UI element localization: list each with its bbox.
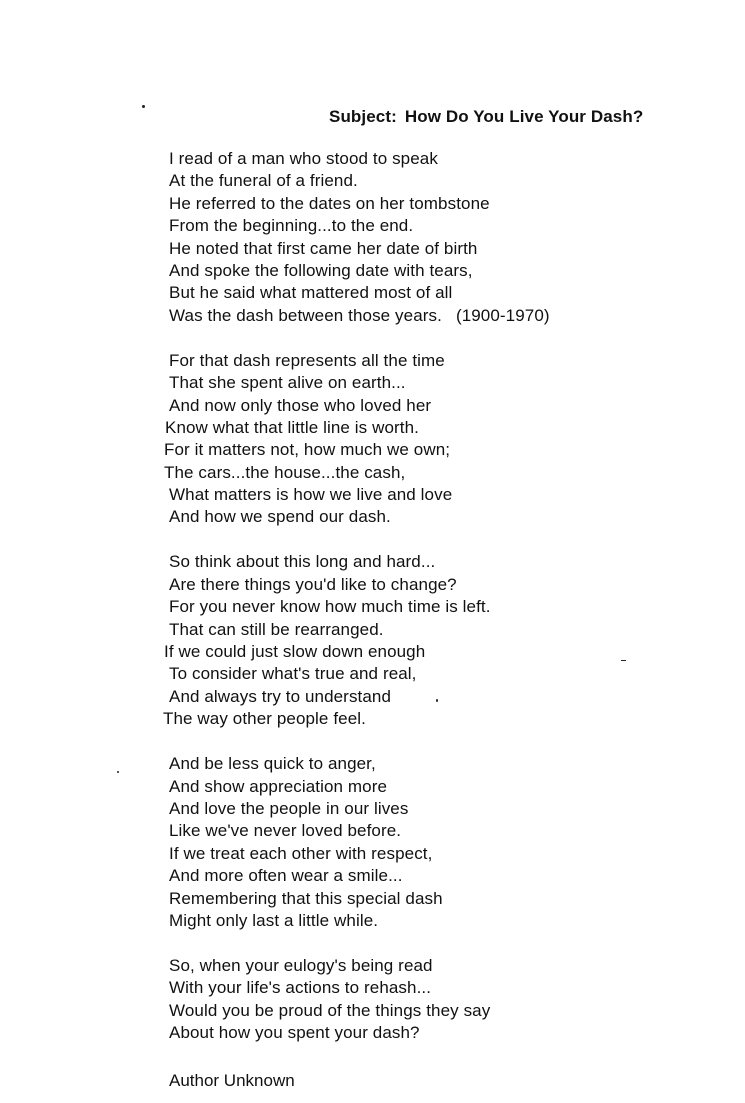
poem-line: I read of a man who stood to speak [169, 149, 438, 168]
poem-line: And show appreciation more [169, 776, 388, 796]
poem-line: So think about this long and hard... [169, 552, 436, 572]
poem-line: The way other people feel. [163, 709, 366, 729]
scan-speck [117, 771, 119, 773]
poem-line: And always try to understand [169, 686, 392, 706]
stanza-4 [169, 753, 729, 932]
poem-line: That can still be rearranged. [169, 619, 384, 639]
poem-line: At the funeral of a friend. [169, 171, 358, 191]
poem-line: The cars...the house...the cash, [164, 462, 406, 482]
poem-line: If we treat each other with respect, [169, 843, 433, 863]
poem-line: He noted that first came her date of birth [169, 238, 478, 258]
poem-line: And more often wear a smile... [169, 866, 403, 886]
poem-line-text: Was the dash between those years. [169, 305, 442, 325]
stanza-3 [163, 551, 729, 730]
poem-title: How Do You Live Your Dash? [404, 107, 644, 126]
author-credit: Author Unknown [169, 1071, 295, 1090]
poem-line: Are there things you'd like to change? [169, 574, 457, 594]
poem-line: And how we spend our dash. [169, 507, 391, 527]
poem-line: He referred to the dates on her tombstone [169, 193, 490, 213]
poem-line: And spoke the following date with tears, [169, 260, 473, 280]
years-note: (1900-1970) [455, 305, 550, 325]
poem-line: From the beginning...to the end. [169, 216, 414, 236]
subject-heading [329, 107, 643, 127]
poem-line: To consider what's true and real, [169, 664, 417, 684]
poem-line: For you never know how much time is left. [169, 597, 491, 617]
poem-body [163, 148, 729, 1067]
poem-line: Would you be proud of the things they say [169, 1000, 491, 1020]
poem-line: What matters is how we live and love [169, 485, 453, 505]
poem-line: For that dash represents all the time [169, 350, 445, 370]
poem-line: Know what that little line is worth. [165, 417, 419, 437]
stanza-2 [164, 350, 729, 529]
poem-line: With your life's actions to rehash... [169, 978, 432, 998]
stanza-1 [169, 148, 729, 327]
poem-line: But he said what mattered most of all [169, 283, 453, 303]
poem-line: Might only last a little while. [169, 910, 379, 930]
poem-line: And now only those who loved her [169, 395, 432, 415]
poem-line: That she spent alive on earth... [169, 373, 406, 393]
poem-line: Remembering that this special dash [169, 888, 443, 908]
scan-speck [142, 105, 145, 108]
poem-line: So, when your eulogy's being read [169, 955, 433, 975]
poem-line: Like we've never loved before. [169, 821, 402, 841]
poem-line [169, 305, 729, 327]
poem-line: And be less quick to anger, [169, 754, 376, 774]
poem-line: About how you spent your dash? [169, 1023, 420, 1043]
subject-label: Subject: [329, 107, 397, 126]
poem-line: For it matters not, how much we own; [164, 440, 451, 460]
poem-line: And love the people in our lives [169, 798, 409, 818]
stanza-5 [169, 955, 729, 1045]
poem-line: If we could just slow down enough [164, 642, 426, 661]
